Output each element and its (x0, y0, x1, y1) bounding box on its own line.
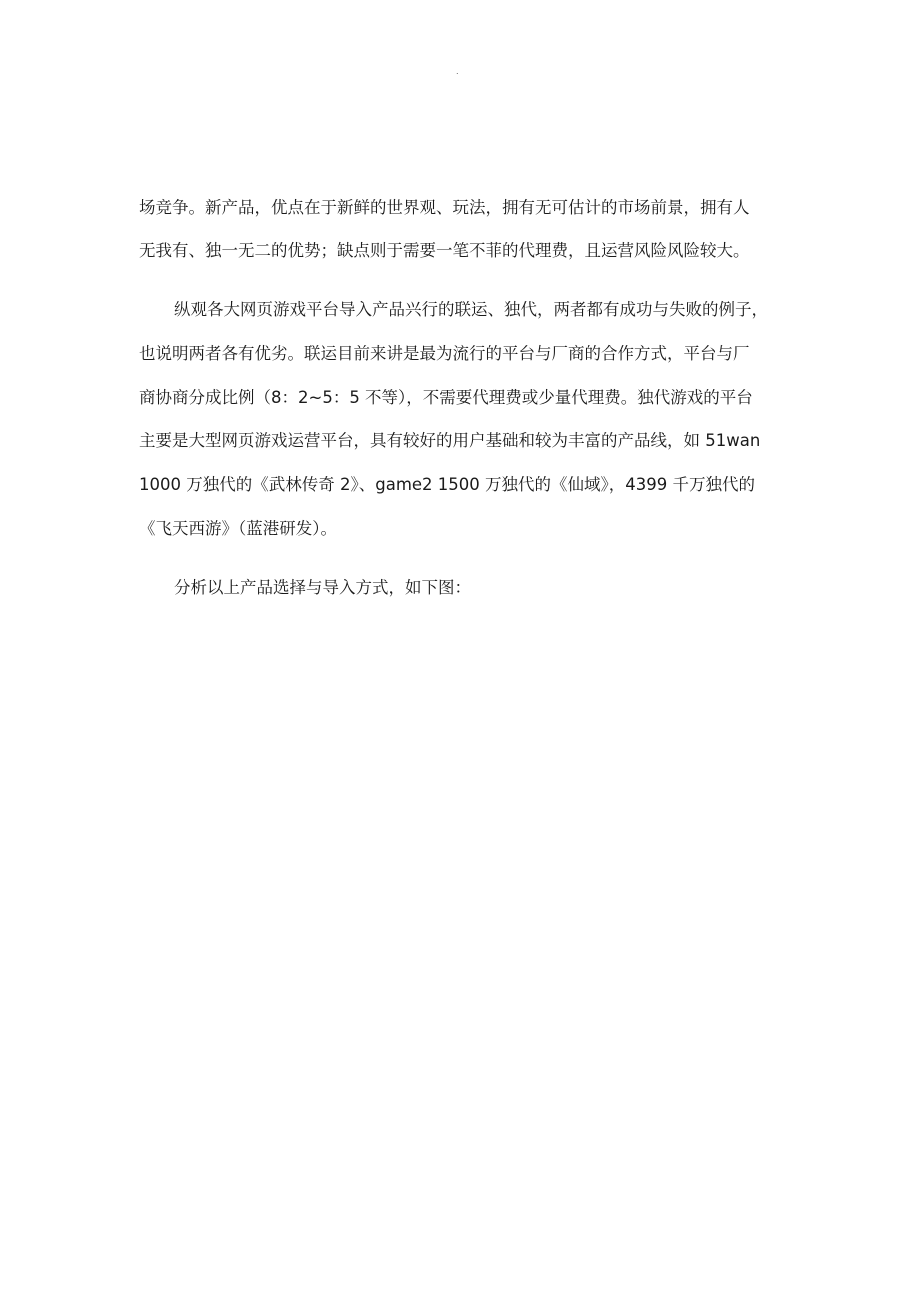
text-line: 也说明两者各有优劣。联运目前来讲是最为流行的平台与厂商的合作方式，平台与厂 (139, 344, 750, 363)
text-line: 1000 万独代的《武林传奇 2》、game2 1500 万独代的《仙域》，4399 千万独代的 (139, 475, 756, 494)
text-line: 《飞天西游》（蓝港研发）。 (139, 519, 337, 538)
header-mark: . (456, 67, 459, 76)
text-line: 商协商分成比例（8：2~5：5 不等），不需要代理费或少量代理费。独代游戏的平台 (139, 388, 753, 407)
text-line: 场竞争。新产品，优点在于新鲜的世界观、玩法，拥有无可估计的市场前景，拥有人 (139, 198, 750, 217)
text-line: 分析以上产品选择与导入方式，如下图： (174, 578, 471, 597)
text-line: 主要是大型网页游戏运营平台，具有较好的用户基础和较为丰富的产品线，如 51wan (139, 431, 761, 450)
text-line: 纵观各大网页游戏平台导入产品兴行的联运、独代，两者都有成功与失败的例子， (174, 300, 768, 319)
text-line: 无我有、独一无二的优势；缺点则于需要一笔不菲的代理费，且运营风险风险较大。 (139, 241, 750, 260)
